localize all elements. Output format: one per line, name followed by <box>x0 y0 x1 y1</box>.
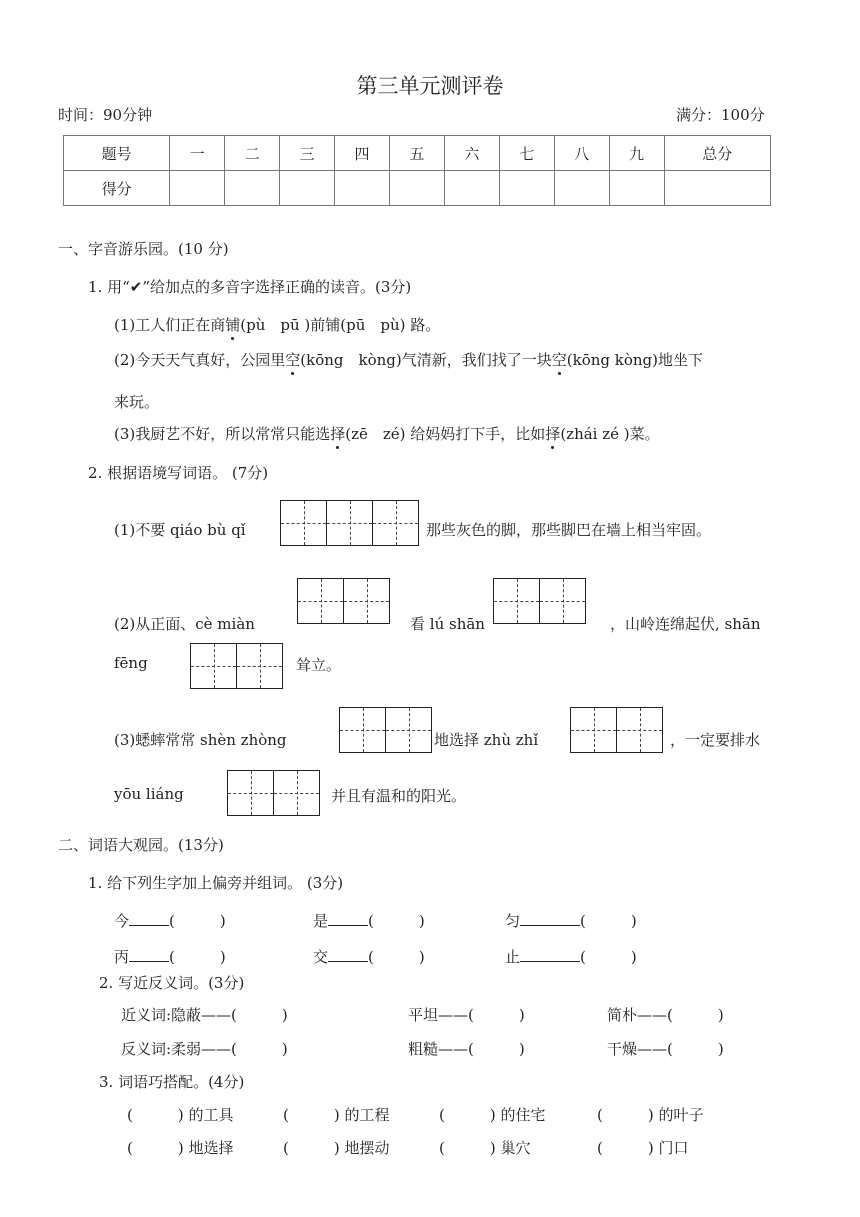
q1-2-stem: 2. 根据语境写词语。 (7分) <box>88 464 269 482</box>
score-table-header: 五 <box>389 136 444 171</box>
time-label: 时间：90分钟 <box>58 106 153 124</box>
answer-blank[interactable] <box>520 947 580 962</box>
score-cell[interactable] <box>554 171 609 206</box>
score-cell[interactable] <box>444 171 499 206</box>
tianzige-box[interactable] <box>280 500 419 546</box>
dotted-char: 择 <box>330 425 346 443</box>
tianzige-box[interactable] <box>493 578 586 624</box>
q1-2-b-text-2: 看 lú shān <box>410 615 485 633</box>
score-table-header: 三 <box>280 136 335 171</box>
tianzige-box[interactable] <box>297 578 390 624</box>
antonym-item[interactable]: 反义词:柔弱——( ) <box>121 1040 288 1058</box>
match-item[interactable]: ( ) 的工程 <box>283 1106 390 1124</box>
q1-2-c-text-5: 并且有温和的阳光。 <box>331 787 467 805</box>
score-cell[interactable] <box>389 171 444 206</box>
answer-blank[interactable] <box>328 911 368 926</box>
dotted-char: 空 <box>285 351 301 369</box>
score-table <box>63 135 771 206</box>
tianzige-box[interactable] <box>570 707 663 753</box>
score-table-header: 二 <box>225 136 280 171</box>
q1-1-line-2b: 来玩。 <box>114 393 160 411</box>
radical-item: 丙 ( ) <box>114 948 226 966</box>
score-row-label: 得分 <box>64 171 170 206</box>
answer-blank[interactable] <box>520 911 580 926</box>
match-item[interactable]: ( ) 地摆动 <box>283 1139 390 1157</box>
q2-1-stem: 1. 给下列生字加上偏旁并组词。 (3分) <box>88 874 344 892</box>
match-item[interactable]: ( ) 的工具 <box>127 1106 234 1124</box>
score-cell[interactable] <box>225 171 280 206</box>
q1-2-c-text-2: 地选择 zhù zhǐ <box>434 731 539 749</box>
q1-2-b-text-3: ，山岭连绵起伏, shān <box>610 615 761 633</box>
score-cell[interactable] <box>609 171 664 206</box>
q1-2-b-text-4: fēng <box>114 654 148 672</box>
page-title: 第三单元测评卷 <box>356 74 504 98</box>
synonym-item[interactable]: 平坦——( ) <box>408 1006 525 1024</box>
score-table-header: 八 <box>554 136 609 171</box>
score-table-header: 题号 <box>64 136 170 171</box>
dotted-char: 择 <box>545 425 561 443</box>
tianzige-box[interactable] <box>339 707 432 753</box>
match-item[interactable]: ( ) 的住宅 <box>439 1106 546 1124</box>
score-table-header-row <box>64 136 771 171</box>
score-table-header: 六 <box>444 136 499 171</box>
score-cell[interactable] <box>335 171 390 206</box>
tianzige-box[interactable] <box>227 770 320 816</box>
score-table-header: 七 <box>499 136 554 171</box>
section-2-heading: 二、词语大观园。(13分) <box>58 836 224 854</box>
score-cell[interactable] <box>664 171 771 206</box>
q1-1-line-2: (2)今天天气真好，公园里空(kōng kòng)气清新，我们找了一块空(kōng kòng)地坐下 <box>114 351 704 369</box>
answer-blank[interactable] <box>328 947 368 962</box>
dotted-char: 空 <box>551 351 567 369</box>
score-table-header: 九 <box>609 136 664 171</box>
q1-2-c-prompt: (3)蟋蟀常常 shèn zhòng <box>114 731 287 749</box>
score-cell[interactable] <box>170 171 225 206</box>
score-table-header: 总分 <box>664 136 771 171</box>
q1-1-stem: 1. 用“✔”给加点的多音字选择正确的读音。(3分) <box>88 278 412 296</box>
antonym-item[interactable]: 粗糙——( ) <box>408 1040 525 1058</box>
radical-item: 今 ( ) <box>114 912 226 930</box>
section-1-heading: 一、字音游乐园。(10 分) <box>58 240 229 258</box>
antonym-item[interactable]: 干燥——( ) <box>607 1040 724 1058</box>
match-item[interactable]: ( ) 地选择 <box>127 1139 234 1157</box>
score-table-header: 四 <box>335 136 390 171</box>
score-cell[interactable] <box>280 171 335 206</box>
q2-2-stem: 2. 写近反义词。(3分) <box>99 974 245 992</box>
q1-2-b-prompt: (2)从正面、cè miàn <box>114 615 255 633</box>
q1-1-line-3: (3)我厨艺不好，所以常常只能选择(zē zé) 给妈妈打下手，比如择(zhái zé )菜。 <box>114 425 660 443</box>
dotted-char: 铺 <box>225 316 241 334</box>
answer-blank[interactable] <box>129 947 169 962</box>
synonym-item[interactable]: 简朴——( ) <box>607 1006 724 1024</box>
match-item[interactable]: ( ) 巢穴 <box>439 1139 531 1157</box>
q1-2-a-prompt: (1)不要 qiáo bù qǐ <box>114 521 246 539</box>
radical-item: 止 ( ) <box>505 948 637 966</box>
q2-3-stem: 3. 词语巧搭配。(4分) <box>99 1073 245 1091</box>
q1-1-line-1: (1)工人们正在商铺(pù pū )前铺(pū pù) 路。 <box>114 316 441 334</box>
match-item[interactable]: ( ) 的叶子 <box>597 1106 704 1124</box>
score-cell[interactable] <box>499 171 554 206</box>
tianzige-box[interactable] <box>190 643 283 689</box>
radical-item: 交 ( ) <box>313 948 425 966</box>
q1-2-a-text: 那些灰色的脚，那些脚巴在墙上相当牢固。 <box>426 521 712 539</box>
radical-item: 是 ( ) <box>313 912 425 930</box>
score-table-score-row <box>64 171 771 206</box>
q1-2-c-text-4: yōu liáng <box>114 785 184 803</box>
synonym-item[interactable]: 近义词:隐蔽——( ) <box>121 1006 288 1024</box>
match-item[interactable]: ( ) 门口 <box>597 1139 689 1157</box>
score-table-header: 一 <box>170 136 225 171</box>
full-score-label: 满分：100分 <box>676 106 765 124</box>
radical-item: 匀 ( ) <box>505 912 637 930</box>
answer-blank[interactable] <box>129 911 169 926</box>
q1-2-c-text-3: ，一定要排水 <box>670 731 761 749</box>
q1-2-b-text-5: 耸立。 <box>296 656 342 674</box>
